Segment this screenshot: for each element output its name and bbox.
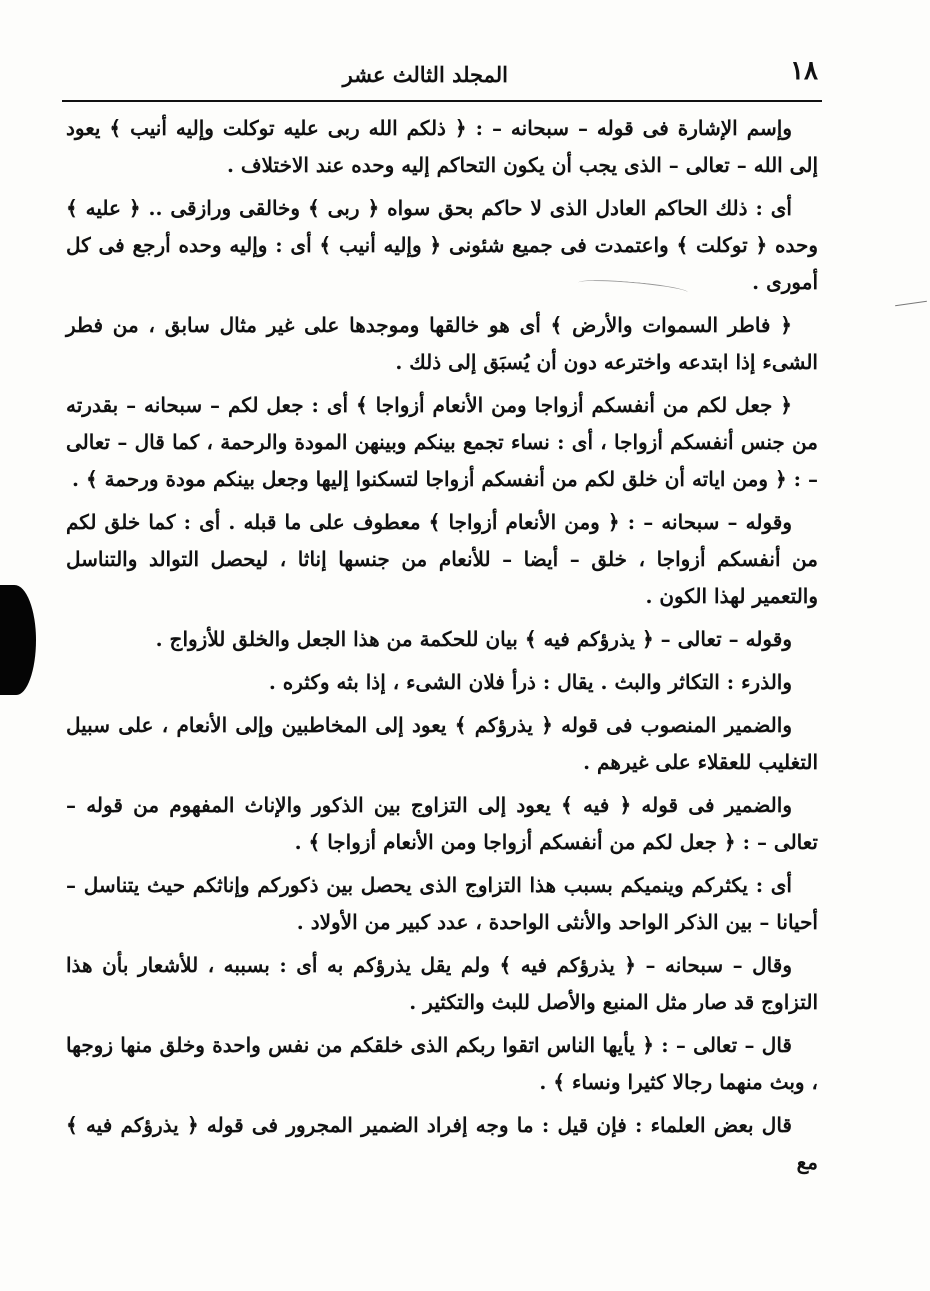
margin-pen-mark <box>895 301 927 306</box>
body-text <box>66 110 818 1187</box>
paragraph-7: والذرء : التكاثر والبث . يقال : ذرأ فلان الشىء ، إذا بثه وكثره . <box>268 670 792 694</box>
page-header <box>62 56 818 100</box>
paragraph-10: أى : يكثركم وينميكم بسبب هذا التزاوج الذى يحصل بين ذكوركم وإناثكم حيث يتناسل – أحيانا – بين الذكر الواحد والأنثى الواحدة ، عدد كبير من الأولاد . <box>66 873 818 934</box>
header-rule <box>62 100 822 102</box>
paragraph-6: وقوله – تعالى – ﴿ يذرؤكم فيه ﴾ بيان للحكمة من هذا الجعل والخلق للأزواج . <box>155 627 792 651</box>
paragraph-2: أى : ذلك الحاكم العادل الذى لا حاكم بحق سواه ﴿ ربى ﴾ وخالقى ورازقى .. ﴿ عليه ﴾ وحده ﴿ توكلت ﴾ واعتمدت فى جميع شئونى ﴿ وإليه أنيب ﴾ أى : وإليه وحده أرجع فى كل أمورى . <box>66 196 818 294</box>
ink-blot-mark <box>0 585 36 695</box>
paragraph-4: ﴿ جعل لكم من أنفسكم أزواجا ومن الأنعام أزواجا ﴾ أى : جعل لكم – سبحانه – بقدرته من جنس أنفسكم أزواجا ، أى : نساء تجمع بينكم وبينهن المودة والرحمة ، كما قال – تعالى – : ﴿ ومن اياته أن خلق لكم من أنفسكم أزواجا لتسكنوا إليها وجعل بينكم مودة ورحمة ﴾ . <box>66 393 818 491</box>
paragraph-9: والضمير فى قوله ﴿ فيه ﴾ يعود إلى التزاوج بين الذكور والإناث المفهوم من قوله – تعالى – : ﴿ جعل لكم من أنفسكم أزواجا ومن الأنعام أزواجا ﴾ . <box>66 793 818 854</box>
paragraph-12: قال – تعالى – : ﴿ يأيها الناس اتقوا ربكم الذى خلقكم من نفس واحدة وخلق منها زوجها ، وبث منهما رجالا كثيرا ونساء ﴾ . <box>66 1033 818 1094</box>
paragraph-13: قال بعض العلماء : فإن قيل : ما وجه إفراد الضمير المجرور فى قوله ﴿ يذرؤكم فيه ﴾ مع <box>66 1113 818 1174</box>
paragraph-1: وإسم الإشارة فى قوله – سبحانه – : ﴿ ذلكم الله ربى عليه توكلت وإليه أنيب ﴾ يعود إلى الله – تعالى – الذى يجب أن يكون التحاكم إليه وحده عند الاختلاف . <box>66 116 818 177</box>
paragraph-8: والضمير المنصوب فى قوله ﴿ يذرؤكم ﴾ يعود إلى المخاطبين وإلى الأنعام ، على سبيل التغليب للعقلاء على غيرهم . <box>66 713 818 774</box>
running-title: المجلد الثالث عشر <box>342 62 508 87</box>
paragraph-3: ﴿ فاطر السموات والأرض ﴾ أى هو خالقها وموجدها على غير مثال سابق ، من فطر الشىء إذا ابتدعه واخترعه دون أن يُسبَق إلى ذلك . <box>66 313 818 374</box>
paragraph-5: وقوله – سبحانه – : ﴿ ومن الأنعام أزواجا ﴾ معطوف على ما قبله . أى : كما خلق لكم من أنفسكم أزواجا ، خلق – أيضا – للأنعام من جنسها إناثا ، ليحصل التوالد والتناسل والتعمير لهذا الكون . <box>66 510 818 608</box>
paragraph-11: وقال – سبحانه – ﴿ يذرؤكم فيه ﴾ ولم يقل يذرؤكم به أى : بسببه ، للأشعار بأن هذا التزاوج قد صار مثل المنبع والأصل للبث والتكثير . <box>66 953 818 1014</box>
page-number: ١٨ <box>790 56 818 86</box>
